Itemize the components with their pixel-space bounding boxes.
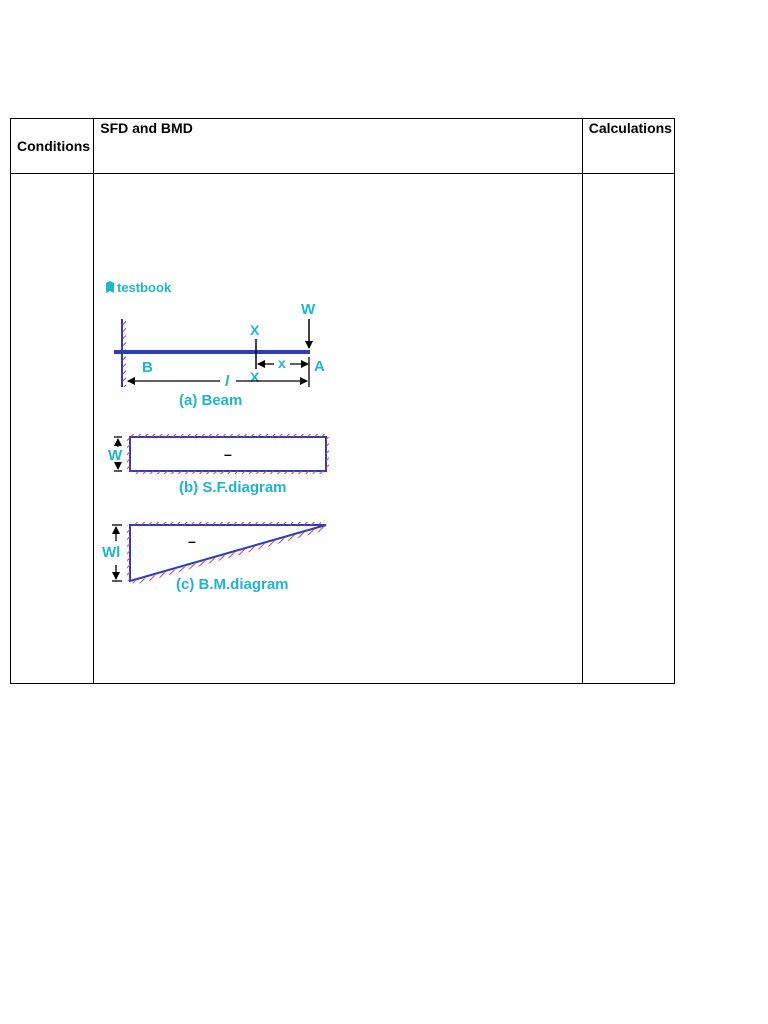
table-header-row xyxy=(11,119,675,174)
bmd-sign: – xyxy=(188,533,197,549)
sfd-bmd-cell xyxy=(94,174,582,684)
bmd-magnitude-label: Wl xyxy=(102,544,121,561)
sfd-hatch-top xyxy=(131,434,325,437)
beam-caption: (a) Beam xyxy=(179,392,243,409)
load-label: W xyxy=(301,301,316,318)
header-calculations: Calculations xyxy=(582,119,674,174)
sfd-caption: (b) S.F.diagram xyxy=(179,479,287,496)
bmd-caption: (c) B.M.diagram xyxy=(176,576,289,593)
bm-diagram xyxy=(102,522,326,593)
book-icon xyxy=(106,281,114,293)
distance-label: x xyxy=(278,355,287,371)
bmd-hatch-left xyxy=(127,525,130,581)
beam-bar xyxy=(114,350,310,354)
sfd-hatch-right xyxy=(326,437,329,471)
header-conditions: Conditions xyxy=(11,119,94,174)
section-label-top: X xyxy=(250,322,260,338)
bmd-triangle xyxy=(130,525,326,581)
sfd-magnitude-label: W xyxy=(108,447,123,464)
beam-diagram xyxy=(114,301,325,409)
sf-diagram xyxy=(108,434,329,496)
free-end-label: A xyxy=(314,358,326,375)
bmd-hatch-top xyxy=(131,522,321,525)
header-sfd-bmd: SFD and BMD xyxy=(94,119,582,174)
length-label: l xyxy=(225,373,230,390)
sfd-hatch-bottom xyxy=(131,471,325,474)
testbook-logo xyxy=(106,280,172,295)
conditions-cell xyxy=(11,174,94,684)
sfd-hatch-left xyxy=(127,437,130,471)
cantilever-diagram xyxy=(102,279,344,593)
logo-text: testbook xyxy=(117,280,172,295)
section-label-bottom: X xyxy=(250,369,260,385)
fixed-end-label: B xyxy=(142,359,154,376)
table-row xyxy=(11,174,675,684)
sfd-sign: – xyxy=(224,446,233,462)
calculations-cell xyxy=(582,174,674,684)
sfd-bmd-table xyxy=(10,118,675,684)
